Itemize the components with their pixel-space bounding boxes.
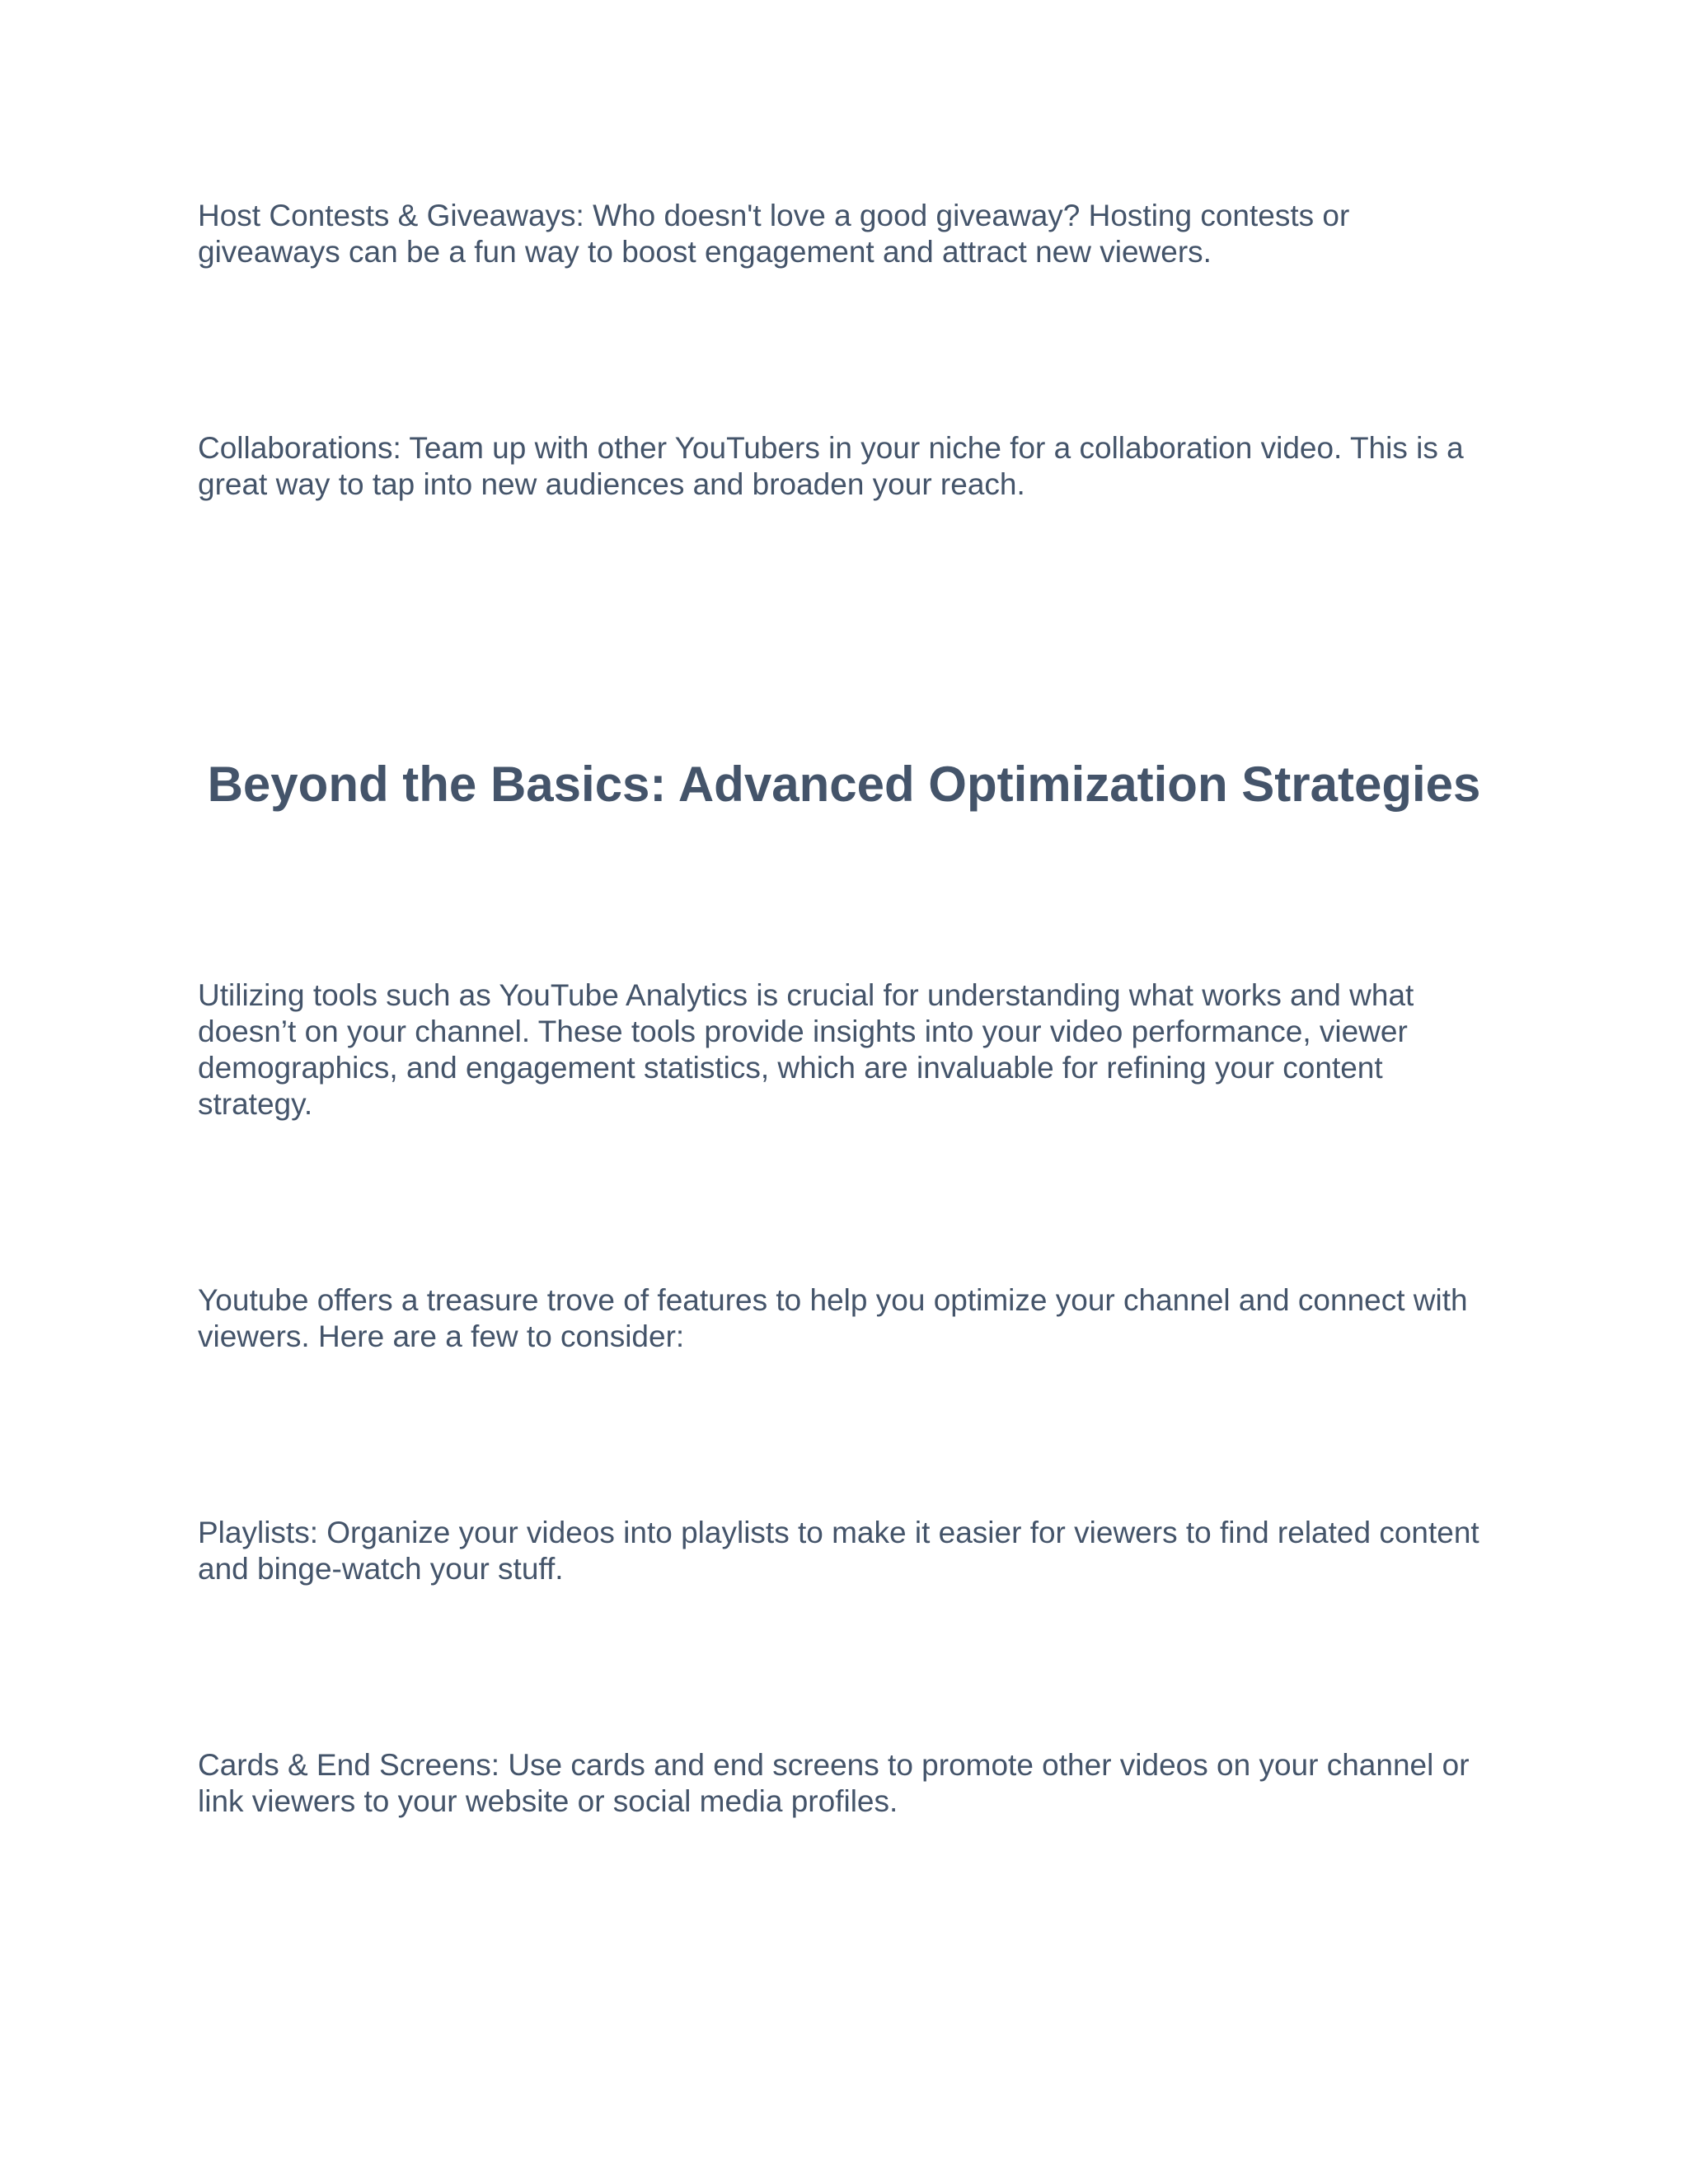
paragraph-cards-end-screens: Cards & End Screens: Use cards and end screens to promote other videos on your channel or link viewers to your website or social media profiles.	[198, 1748, 1470, 1818]
section-heading: Beyond the Basics: Advanced Optimization Strategies	[207, 757, 1481, 812]
paragraph-analytics: Utilizing tools such as YouTube Analytics is crucial for understanding what works and what doesn’t on your channel. These tools provide insights into your video performance, viewer demographics, and engagement statistics, which are invaluable for refining your content strategy.	[198, 978, 1414, 1121]
paragraph-collaborations: Collaborations: Team up with other YouTubers in your niche for a collaboration video. This is a great way to tap into new audiences and broaden your reach.	[198, 431, 1464, 501]
paragraph-contests-giveaways: Host Contests & Giveaways: Who doesn't love a good giveaway? Hosting contests or giveaways can be a fun way to boost engagement and attract new viewers.	[198, 199, 1350, 269]
paragraph-playlists: Playlists: Organize your videos into playlists to make it easier for viewers to find related content and binge-watch your stuff.	[198, 1516, 1479, 1586]
paragraph-features-intro: Youtube offers a treasure trove of features to help you optimize your channel and connect with viewers. Here are a few to consider:	[198, 1283, 1468, 1353]
